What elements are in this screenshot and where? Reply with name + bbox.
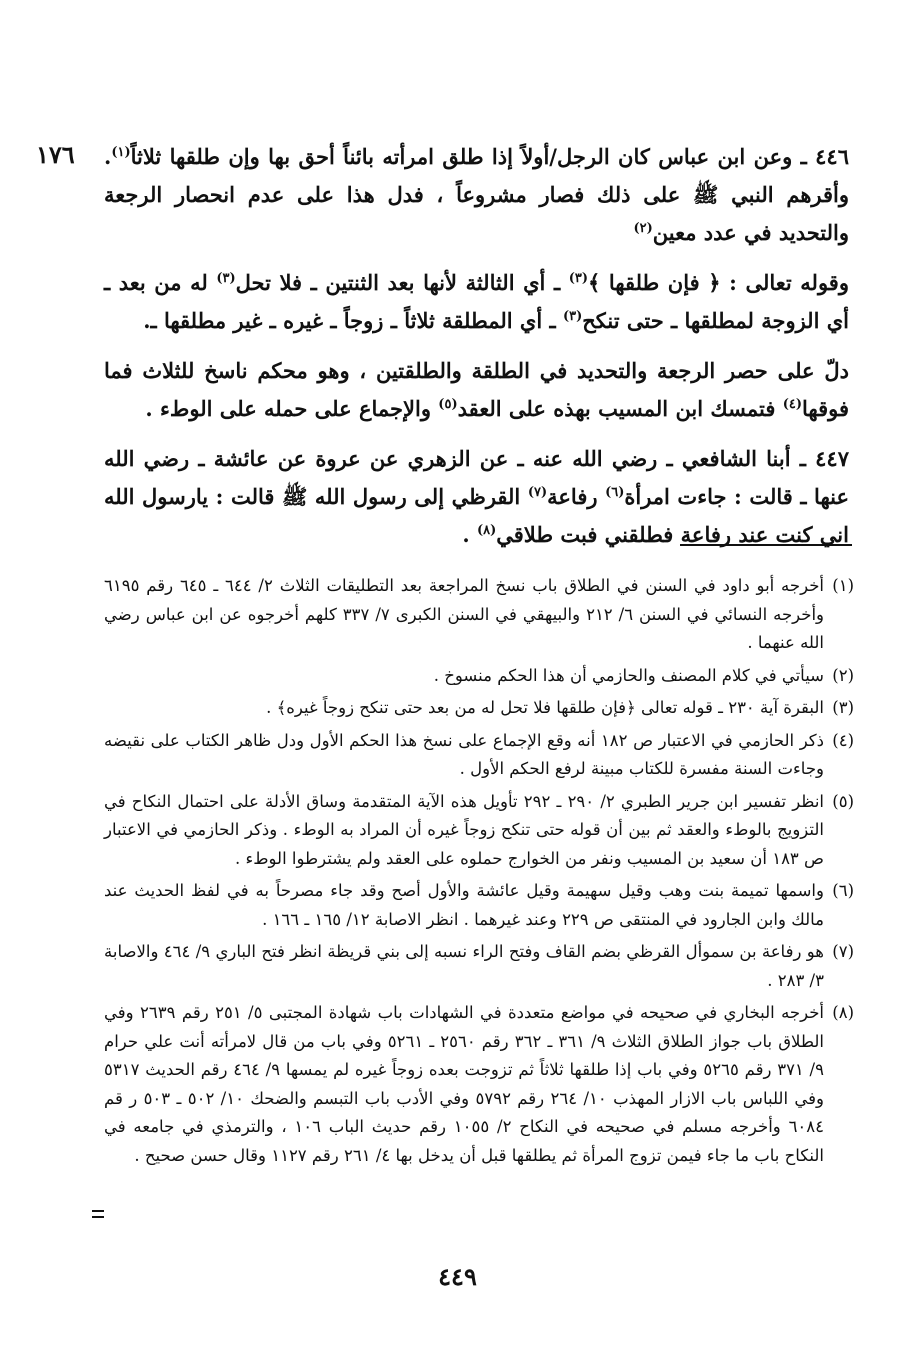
footnote-ref: (٣) (216, 271, 236, 286)
verse-commentary (104, 264, 849, 340)
hadith-447 (104, 440, 849, 554)
footnote-number: (٣) (832, 698, 854, 717)
footnote-item (104, 572, 854, 658)
footnote-ref: (٣) (562, 309, 583, 324)
footnote-separator (680, 544, 852, 546)
text-segment: القرظي إلى رسول الله ﷺ قالت : يارسول الله اني كنت عند رفاعة فطلقني فبت طلاقي (104, 484, 849, 547)
footnote-text: سيأتي في كلام المصنف والحازمي أن هذا الحكم منسوخ . (433, 665, 824, 685)
footnote-number: (٢) (832, 665, 854, 685)
footnote-text: انظر تفسير ابن جرير الطبري ٢/ ٢٩٠ ـ ٢٩٢ تأويل هذه الآية المتقدمة وساق الأدلة على احتمال النكاح في التزويج بالوطء والعقد ثم بين أن قوله حتى تنكح زوجاً غيره أن المراد به الوطء . وذكر الحازمي في الاعتبار ص ١٨٣ أن سعيد بن المسيب ونفر من الخوارج حملوه على العقد ولم يشترطوا الوطء . (104, 791, 825, 868)
footnote-text: ذكر الحازمي في الاعتبار ص ١٨٢ أنه وقع الإجماع على نسخ هذا الحكم الأول ودل ظاهر الكتاب على نقيضه وجاءت السنة مفسرة للكتاب مبينة لرفع الحكم الأول . (104, 730, 824, 778)
footnote-ref: (٥) (438, 397, 458, 412)
text-segment: ـ أي المطلقة ثلاثاً ـ زوجاً ـ غيره ـ غير مطلقها ـ. (143, 308, 563, 333)
footnote-item (104, 727, 854, 784)
text-segment: والإجماع على حمله على الوطء . (145, 396, 439, 421)
footnote-ref: (٢) (633, 221, 653, 236)
footnotes (104, 572, 854, 1174)
ruling-paragraph (104, 352, 849, 428)
hadith-446 (104, 138, 849, 252)
footnote-item (104, 694, 854, 723)
footnote-number: (١) (832, 576, 854, 595)
text-segment: ـ أي الثالثة لأنها بعد الثنتين ـ فلا تحل (235, 270, 569, 295)
text-segment: . وأقرهم النبي ﷺ على ذلك فصار مشروعاً ، فدل هذا على عدم انحصار الرجعة والتحديد في عدد معين (104, 144, 849, 245)
text-segment: وقوله تعالى : ﴿ فإن طلقها ﴾ (587, 270, 849, 295)
footnote-ref: (٨) (476, 523, 497, 538)
footnote-text: واسمها تميمة بنت وهب وقيل سهيمة وقيل عائشة والأول أصح وقد جاء مصرحاً به في لفظ الحديث عند مالك وابن الجارود في المنتقى ص ٢٢٩ وعند غيرهما . انظر الاصابة ١٢/ ١٦٥ ـ ١٦٦ . (104, 881, 824, 929)
footnote-number: (٦) (832, 881, 854, 900)
footnote-text: هو رفاعة بن سموأل القرظي بضم القاف وفتح الراء نسبه إلى بني قريظة انظر فتح الباري ٩/ ٤٦٤ والاصابة ٣/ ٢٨٣ . (104, 942, 825, 990)
footnote-ref: (٦) (605, 485, 625, 500)
footnote-ref: (٣) (568, 271, 588, 286)
margin-reference: ١٧٦ (36, 140, 75, 169)
text-segment: له من بعد ـ أي الزوجة لمطلقها ـ حتى تنكح (104, 270, 849, 333)
text-segment: ٤٤٧ ـ أبنا الشافعي ـ رضي الله عنه ـ عن الزهري عن عروة عن عائشة ـ رضي الله عنها ـ قالت : جاءت امرأة (104, 446, 849, 509)
footnote-text: أخرجه البخاري في صحيحه في مواضع متعددة في الشهادات باب شهادة المجتبى ٥/ ٢٥١ رقم ٢٦٣٩ وفي الطلاق باب جواز الطلاق الثلاث ٩/ ٣٦١ ـ ٣٦٢ رقم ٢٥٦٠ ـ ٥٢٦١ وفي باب من قال لامرأته أنت علي حرام ٩/ ٣٧١ رقم ٥٢٦٥ وفي باب إذا طلقها ثلاثاً ثم تزوجت بعده زوجاً غيره لم يمسها ٩/ ٤٦٤ رقم الحديث ٥٣١٧ وفي اللباس باب الازار المهذب ١٠/ ٢٦٤ رقم ٥٧٩٢ وفي الأدب باب التبسم والضحك ١٠/ ٥٠٢ ـ ٥٠٣ ر قم ٦٠٨٤ وأخرجه مسلم في صحيحه في النكاح ٢/ ١٠٥٥ رقم حديث الباب ١٠٦ ، والترمذي في جامعه في النكاح باب ما جاء فيمن تزوج المرأة ثم يطلقها قبل أن يدخل بها ٤/ ٢٦١ رقم ١١٢٧ وقال حسن صحيح . (104, 1003, 825, 1165)
footnote-text: أخرجه أبو داود في السنن في الطلاق باب نسخ المراجعة بعد التطليقات الثلاث ٢/ ٦٤٤ ـ ٦٤٥ رقم ٦١٩٥ وأخرجه النسائي في السنن ٦/ ٢١٢ والبيهقي في السنن الكبرى ٧/ ٣٣٧ كلهم أخرجوه عن ابن عباس رضي الله عنهما . (104, 576, 825, 652)
footnote-item (104, 788, 854, 874)
footnote-ref: (٧) (527, 485, 548, 500)
main-text (104, 138, 849, 566)
footnote-item (104, 662, 854, 691)
footnote-item (104, 999, 854, 1170)
text-segment: . (462, 522, 477, 547)
text-segment: رفاعة (547, 484, 606, 509)
page-number: ٤٤٩ (438, 1262, 477, 1291)
text-segment: دلّ على حصر الرجعة والتحديد في الطلقة والطلقتين ، وهو محكم ناسخ للثلاث فما فوقها (104, 358, 849, 421)
footnote-item (104, 938, 854, 995)
footnote-number: (٥) (832, 791, 854, 811)
margin-mark (92, 1210, 104, 1218)
footnote-number: (٤) (832, 730, 854, 750)
footnote-text: البقرة آية ٢٣٠ ـ قوله تعالى ﴿فإن طلقها فلا تحل له من بعد حتى تنكح زوجاً غيره﴾ . (266, 698, 824, 717)
footnote-ref: (٤) (782, 397, 802, 412)
text-segment: ٤٤٦ ـ وعن ابن عباس كان الرجل/أولاً إذا طلق امرأته بائناً أحق بها وإن طلقها ثلاثاً (130, 144, 849, 169)
footnote-number: (٧) (832, 942, 854, 961)
footnote-number: (٨) (832, 1003, 854, 1022)
footnote-ref: (١) (111, 145, 131, 160)
text-segment: فتمسك ابن المسيب بهذه على العقد (457, 396, 783, 421)
footnote-item (104, 877, 854, 934)
